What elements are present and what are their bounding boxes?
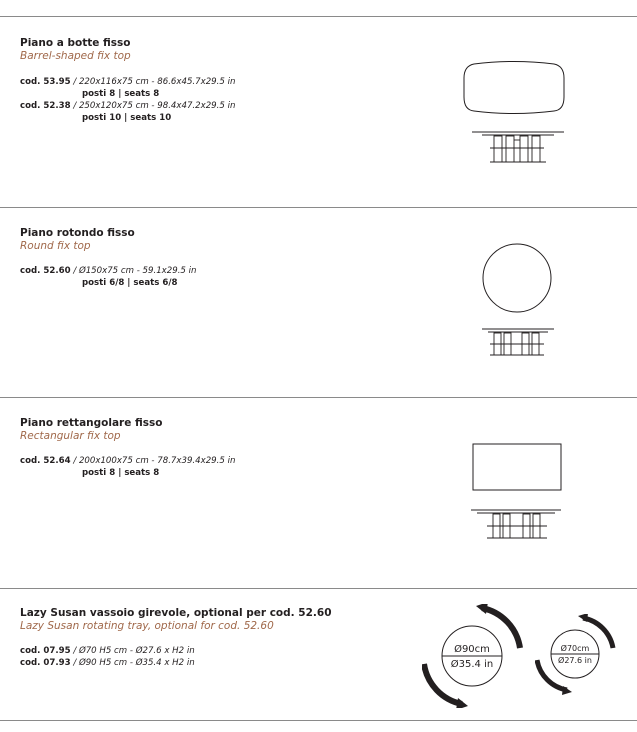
spec-line (20, 100, 410, 112)
seating-capacity: posti 10 | seats 10 (82, 113, 172, 123)
round-top-plan (483, 244, 551, 312)
rectangular-table-drawing (465, 438, 575, 548)
rotation-arrow-icon (424, 664, 462, 704)
spec-line (20, 657, 420, 669)
product-dimensions: / Ø90 H5 cm - Ø35.4 x H2 in (70, 658, 195, 668)
product-code: cod. 52.38 (20, 101, 71, 111)
lazy-susan-large-drawing (422, 604, 526, 708)
table-base-elevation (472, 132, 564, 162)
arrow-head-icon (456, 698, 468, 708)
section-divider (0, 16, 637, 17)
section-subtitle: Barrel-shaped fix top (20, 50, 131, 62)
product-dimensions: / Ø150x75 cm - 59.1x29.5 in (70, 266, 197, 276)
product-code: cod. 52.60 (20, 266, 71, 276)
section-subtitle: Rectangular fix top (20, 430, 121, 442)
arrow-head-icon (578, 614, 588, 622)
section-subtitle: Round fix top (20, 240, 91, 252)
spec-line (20, 265, 410, 277)
product-dimensions: / 250x120x75 cm - 98.4x47.2x29.5 in (70, 101, 236, 111)
arrow-head-icon (476, 604, 488, 614)
section-round-top (20, 227, 410, 289)
product-code: cod. 07.95 (20, 646, 71, 656)
product-dimensions: / 200x100x75 cm - 78.7x39.4x29.5 in (70, 456, 236, 466)
diameter-cm-label: Ø70cm (560, 644, 590, 653)
section-divider (0, 588, 637, 589)
section-title: Piano rettangolare fisso (20, 417, 163, 429)
table-base-elevation (482, 329, 554, 355)
spec-list (20, 455, 410, 479)
section-lazy-susan (20, 607, 420, 669)
product-code: cod. 07.93 (20, 658, 71, 668)
seating-capacity: posti 6/8 | seats 6/8 (82, 278, 178, 288)
barrel-table-drawing (460, 60, 580, 175)
barrel-top-plan (464, 62, 564, 114)
section-subtitle: Lazy Susan rotating tray, optional for cod. 52.60 (20, 620, 274, 632)
section-divider (0, 397, 637, 398)
diameter-in-label: Ø27.6 in (558, 656, 592, 665)
product-code: cod. 52.64 (20, 456, 71, 466)
seating-capacity: posti 8 | seats 8 (82, 89, 160, 99)
diameter-cm-label: Ø90cm (454, 644, 490, 655)
spec-list (20, 645, 420, 669)
section-barrel-top (20, 37, 410, 124)
lazy-susan-small-drawing (535, 614, 619, 698)
spec-line (20, 76, 410, 88)
arrow-head-icon (562, 686, 572, 695)
spec-line (20, 455, 410, 467)
section-divider (0, 207, 637, 208)
round-table-drawing (470, 238, 570, 358)
rotation-arrow-icon (482, 608, 520, 648)
section-divider (0, 720, 637, 721)
seating-capacity: posti 8 | seats 8 (82, 468, 160, 478)
spec-line (20, 645, 420, 657)
diameter-in-label: Ø35.4 in (450, 659, 494, 670)
section-rectangular-top (20, 417, 410, 479)
spec-list (20, 265, 410, 289)
section-title: Lazy Susan vassoio girevole, optional per cod. 52.60 (20, 607, 332, 619)
table-base-elevation (471, 510, 561, 538)
rectangular-top-plan (473, 444, 561, 490)
spec-list (20, 76, 410, 124)
section-title: Piano a botte fisso (20, 37, 131, 49)
product-code: cod. 53.95 (20, 77, 71, 87)
product-dimensions: / 220x116x75 cm - 86.6x45.7x29.5 in (70, 77, 236, 87)
section-title: Piano rotondo fisso (20, 227, 135, 239)
product-dimensions: / Ø70 H5 cm - Ø27.6 x H2 in (70, 646, 195, 656)
